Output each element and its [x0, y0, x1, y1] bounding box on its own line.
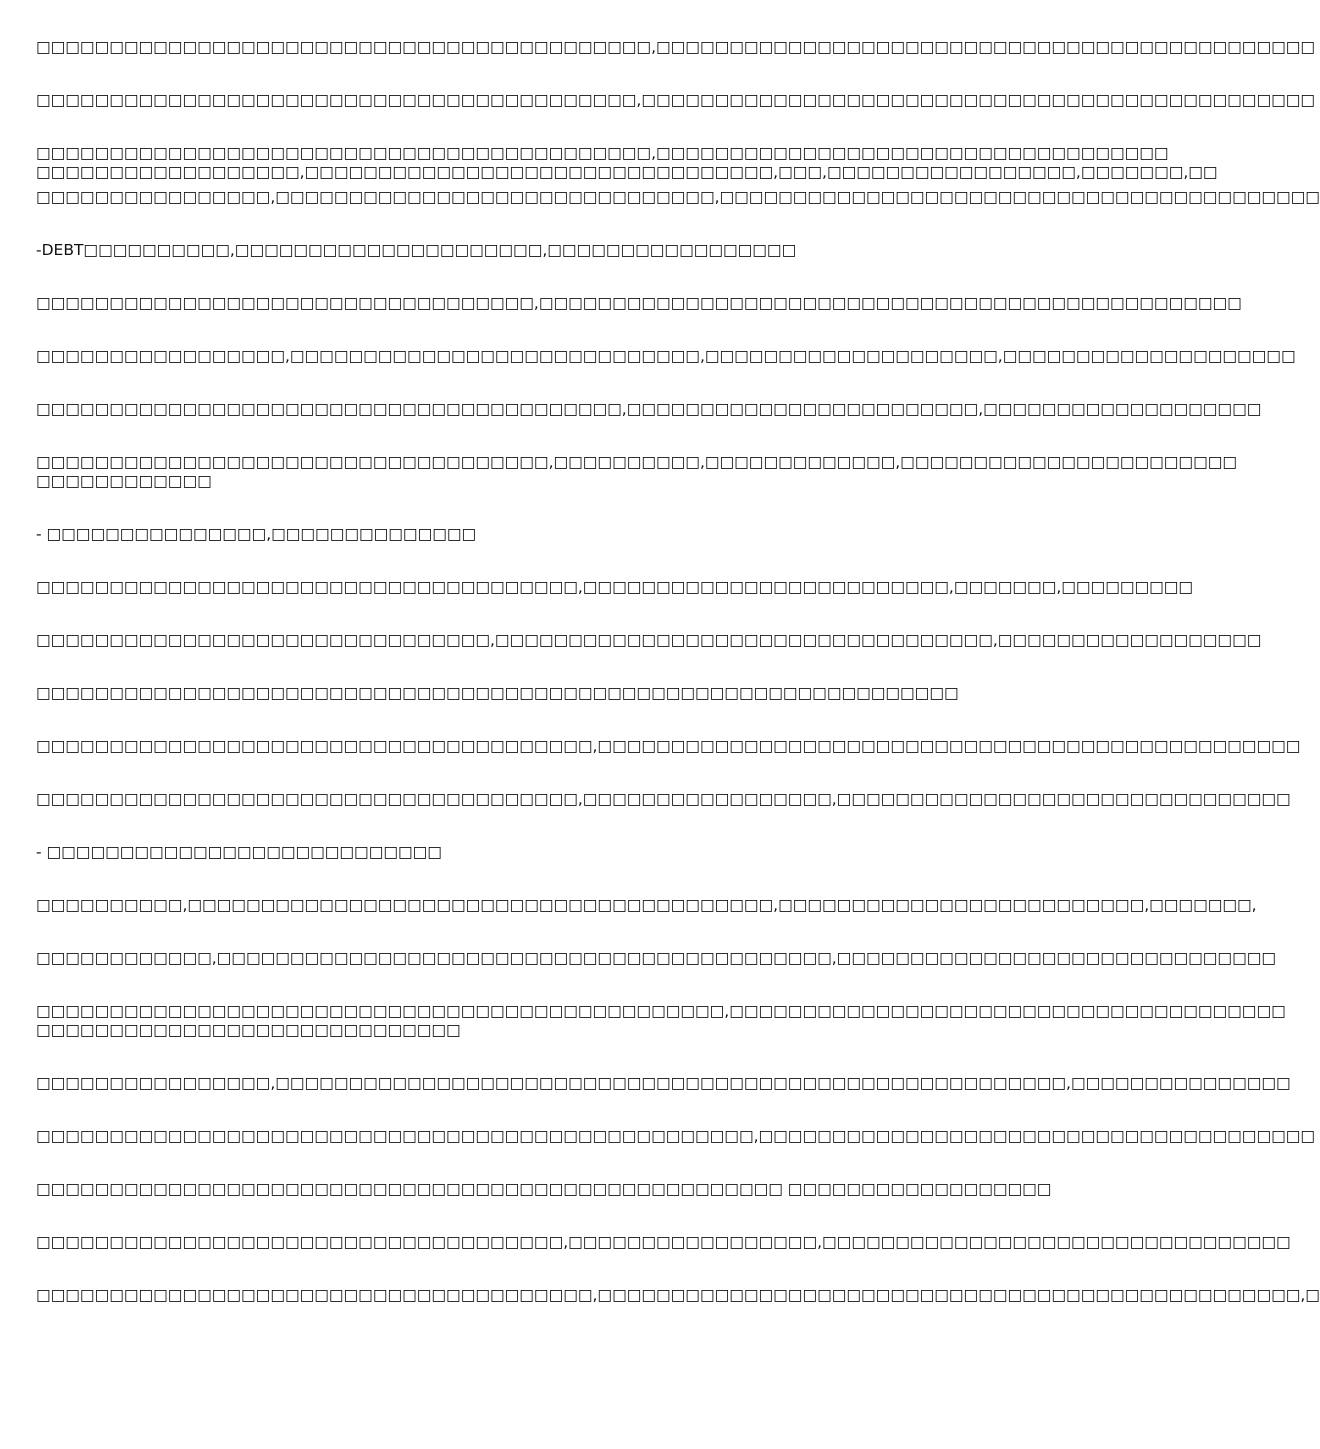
paragraph	[36, 1074, 1291, 1093]
paragraph-line: □□□□□□□□□□□□□□□□□□□□□□□□□□□□□□□□□□,□□□□□□□□□□□□□□□□□□□□□□□□□□□□□□□□□□□□□□□□□□□□□□□□	[36, 294, 1242, 312]
paragraph-line: -DEBT□□□□□□□□□□,□□□□□□□□□□□□□□□□□□□□□,□□□□□□□□□□□□□□□□□	[36, 241, 797, 259]
paragraph-line: □□□□□□□□□□□□□□□□□□,□□□□□□□□□□□□□□□□□□□□□□□□□□□□□□□□,□□□,□□□□□□□□□□□□□□□□□,□□□□□□□,□□	[36, 163, 1218, 181]
paragraph	[36, 91, 1316, 110]
paragraph	[36, 400, 1262, 419]
paragraph-line: □□□□□□□□□□□□□□□□□□□□□□□□□□□□□	[36, 1021, 461, 1039]
paragraph	[36, 1286, 1320, 1305]
paragraph	[36, 1180, 1052, 1199]
paragraph-line: □□□□□□□□□□□□□□□□,□□□□□□□□□□□□□□□□□□□□□□□□□□□□□□□□□□□□□□□□□□□□□□□□□□□□□□,□□□□□□□□□□□□□□□	[36, 1074, 1291, 1092]
paragraph-line: □□□□□□□□□□□□□□□□□□□□□□□□□□□□□□□,□□□□□□□□□□□□□□□□□□□□□□□□□□□□□□□□□□,□□□□□□□□□□□□□□□□□□	[36, 631, 1262, 649]
paragraph	[36, 188, 1320, 207]
paragraph-line: □□□□□□□□□□□□□□□□□□□□□□□□□□□□□□□□□□□□□□□□□□,□□□□□□□□□□□□□□□□□□□□□□□□□□□□□□□□□□□□□□□□□□□□□	[36, 38, 1316, 56]
paragraph	[36, 294, 1242, 313]
paragraph-line: □□□□□□□□□□□□	[36, 472, 212, 490]
paragraph-line: □□□□□□□□□□□□□□□□□□□□□□□□□□□□□□□□□□□□□□□□□□,□□□□□□□□□□□□□□□□□□□□□□□□□□□□□□□□□□□	[36, 144, 1169, 162]
paragraph	[36, 949, 1277, 968]
paragraph	[36, 1002, 1286, 1040]
paragraph	[36, 631, 1262, 650]
paragraph	[36, 896, 1257, 915]
paragraph	[36, 684, 988, 703]
paragraph-line: □□□□□□□□□□□□□□□□□□□□□□□□□□□□□□□□□□□□□□□□□,□□□□□□□□□□□□□□□□□□□□□□□□□□□□□□□□□□□□□□□□□□□□□□	[36, 91, 1316, 109]
paragraph	[36, 790, 1291, 809]
paragraph	[36, 347, 1296, 366]
paragraph-line: □□□□□□□□□□□□□□□□□,□□□□□□□□□□□□□□□□□□□□□□□□□□□□,□□□□□□□□□□□□□□□□□□□□,□□□□□□□□□□□□□□□□□□□□	[36, 347, 1296, 365]
paragraph-line: □□□□□□□□□□□□□□□□□□□□□□□□□□□□□□□□□□□□□□□□,□□□□□□□□□□□□□□□□□□□□□□□□,□□□□□□□□□□□□□□□□□□□	[36, 400, 1262, 418]
paragraph	[36, 525, 988, 544]
paragraph-line: □□□□□□□□□□□□□□□□□□□□□□□□□□□□□□□□□□□□□,□□□□□□□□□□□□□□□□□,□□□□□□□□□□□□□□□□□□□□□□□□□□□□□□□	[36, 790, 1291, 808]
paragraph-line: □□□□□□□□□□□□□□□□□□□□□□□□□□□□□□□□□□□□□□□□□□□□□□□□□□□□□□□□□□□□□□□	[36, 684, 959, 702]
document-body	[36, 38, 1320, 1339]
paragraph	[36, 453, 1238, 491]
paragraph	[36, 241, 988, 260]
paragraph-line: □□□□□□□□□□□□□□□□□□□□□□□□□□□□□□□□□□□□□□□□□□□□□□□,□□□□□□□□□□□□□□□□□□□□□□□□□□□□□□□□□□□□□□	[36, 1002, 1286, 1020]
paragraph	[36, 1233, 1291, 1252]
paragraph-line: □□□□□□□□□□□□□□□□□□□□□□□□□□□□□□□□□□□,□□□□□□□□□□,□□□□□□□□□□□□□,□□□□□□□□□□□□□□□□□□□□□□□	[36, 453, 1238, 471]
paragraph	[36, 578, 1194, 597]
paragraph-line: - □□□□□□□□□□□□□□□□□□□□□□□□□□□	[36, 843, 442, 861]
paragraph	[36, 843, 988, 862]
paragraph-line: □□□□□□□□□□,□□□□□□□□□□□□□□□□□□□□□□□□□□□□□□□□□□□□□□□□,□□□□□□□□□□□□□□□□□□□□□□□□□,□□□□□□□,	[36, 896, 1257, 914]
paragraph	[36, 737, 1301, 756]
paragraph-line: □□□□□□□□□□□□□□□□,□□□□□□□□□□□□□□□□□□□□□□□□□□□□□□,□□□□□□□□□□□□□□□□□□□□□□□□□□□□□□□□□□□□□□□□□	[36, 188, 1320, 206]
paragraph-line: □□□□□□□□□□□□□□□□□□□□□□□□□□□□□□□□□□□□,□□□□□□□□□□□□□□□□□,□□□□□□□□□□□□□□□□□□□□□□□□□□□□□□□□	[36, 1233, 1291, 1251]
paragraph	[36, 144, 1218, 182]
paragraph-line: □□□□□□□□□□□□□□□□□□□□□□□□□□□□□□□□□□□□□□□□□□□□□□□□□,□□□□□□□□□□□□□□□□□□□□□□□□□□□□□□□□□□□□□□	[36, 1127, 1316, 1145]
paragraph-line: □□□□□□□□□□□□□□□□□□□□□□□□□□□□□□□□□□□□□□□□□□□□□□□□□□□ □□□□□□□□□□□□□□□□□□	[36, 1180, 1052, 1198]
paragraph-line: □□□□□□□□□□□□□□□□□□□□□□□□□□□□□□□□□□□□□□,□□□□□□□□□□□□□□□□□□□□□□□□□□□□□□□□□□□□□□□□□□□□□□□□	[36, 737, 1301, 755]
paragraph-line: □□□□□□□□□□□□□□□□□□□□□□□□□□□□□□□□□□□□□□,□□□□□□□□□□□□□□□□□□□□□□□□□□□□□□□□□□□□□□□□□□□□□□□□,□	[36, 1286, 1320, 1304]
paragraph	[36, 1127, 1316, 1146]
paragraph-line: - □□□□□□□□□□□□□□□,□□□□□□□□□□□□□□	[36, 525, 477, 543]
paragraph-line: □□□□□□□□□□□□□□□□□□□□□□□□□□□□□□□□□□□□□,□□□□□□□□□□□□□□□□□□□□□□□□□,□□□□□□□,□□□□□□□□□	[36, 578, 1194, 596]
paragraph-line: □□□□□□□□□□□□,□□□□□□□□□□□□□□□□□□□□□□□□□□□□□□□□□□□□□□□□□□,□□□□□□□□□□□□□□□□□□□□□□□□□□□□□□	[36, 949, 1277, 967]
paragraph	[36, 38, 1316, 57]
